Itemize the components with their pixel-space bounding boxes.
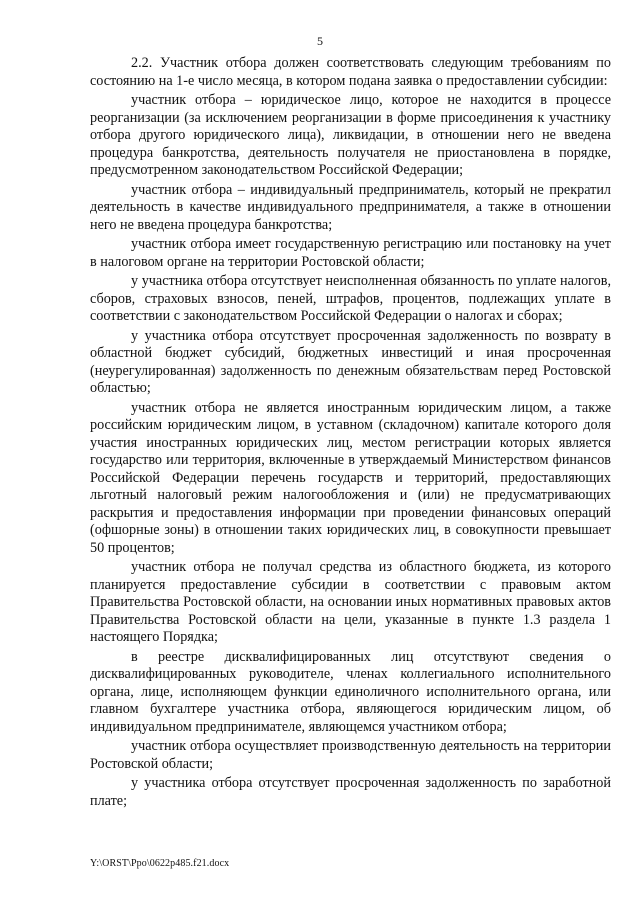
paragraph-budget-debt: у участника отбора отсутствует просроченная задолженность по возврату в областной бюджет субсидий, бюджетных инвестиций и иная просроченная (неурегулированная) задолженность по денежным обязательствам перед Ростовской областью; bbox=[90, 327, 611, 396]
page-number: 5 bbox=[317, 34, 323, 48]
footer-file-path: Y:\ORST\Ppo\0622p485.f21.docx bbox=[90, 858, 230, 869]
paragraph-individual-entrepreneur: участник отбора – индивидуальный предприниматель, который не прекратил деятельность в качестве индивидуального предпринимателя, а также в отношении него не введена процедура банкротства; bbox=[90, 181, 611, 233]
paragraph-foreign-entity: участник отбора не является иностранным юридическим лицом, а также российским юридическим лицом, в уставном (складочном) капитале которого доля участия иностранных юридических лиц, местом регистрации которых является государство или территория, включенные в утверждаемый Министерством финансов Российской Федерации перечень государств и территорий, предоставляющих льготный налоговый режим налогообложения и (или) не предусматривающих раскрытия и предоставления информации при проведении финансовых операций (офшорные зоны) в отношении таких юридических лиц, в совокупности превышает 50 процентов; bbox=[90, 399, 611, 556]
paragraph-requirements-intro: 2.2. Участник отбора должен соответствовать следующим требованиям по состоянию на 1-е число месяца, в котором подана заявка о предоставлении субсидии: bbox=[90, 55, 611, 89]
paragraph-wage-debt: у участника отбора отсутствует просроченная задолженность по заработной плате; bbox=[90, 775, 611, 809]
paragraph-disqualified-persons: в реестре дисквалифицированных лиц отсутствуют сведения о дисквалифицированных руководителе, членах коллегиального исполнительного органа, лице, исполняющем функции единоличного исполнительного органа, или главном бухгалтере участника отбора, являющегося юридическим лицом, об индивидуальном предпринимателе, являющемся участником отбора; bbox=[90, 648, 611, 735]
paragraph-production-activity: участник отбора осуществляет производственную деятельность на территории Ростовской области; bbox=[90, 738, 611, 772]
paragraph-regional-funds: участник отбора не получал средства из областного бюджета, из которого планируется предоставление субсидии в соответствии с правовым актом Правительства Ростовской области, на основании иных нормативных правовых актов Правительства Ростовской области на цели, указанные в пункте 1.3 раздела 1 настоящего Порядка; bbox=[90, 559, 611, 645]
paragraph-tax-obligations: у участника отбора отсутствует неисполненная обязанность по уплате налогов, сборов, страховых взносов, пеней, штрафов, процентов, подлежащих уплате в соответствии с законодательством Российской Федерации о налогах и сборах; bbox=[90, 273, 611, 324]
paragraph-registration: участник отбора имеет государственную регистрацию или постановку на учет в налоговом органе на территории Ростовской области; bbox=[90, 236, 611, 270]
paragraph-legal-entity: участник отбора – юридическое лицо, которое не находится в процессе реорганизации (за исключением реорганизации в форме присоединения к участнику отбора другого юридического лица), ликвидации, в отношении него не введена процедура банкротства, деятельность получателя не приостановлена в порядке, предусмотренном законодательством Российской Федерации; bbox=[90, 92, 611, 178]
document-body bbox=[90, 55, 611, 810]
